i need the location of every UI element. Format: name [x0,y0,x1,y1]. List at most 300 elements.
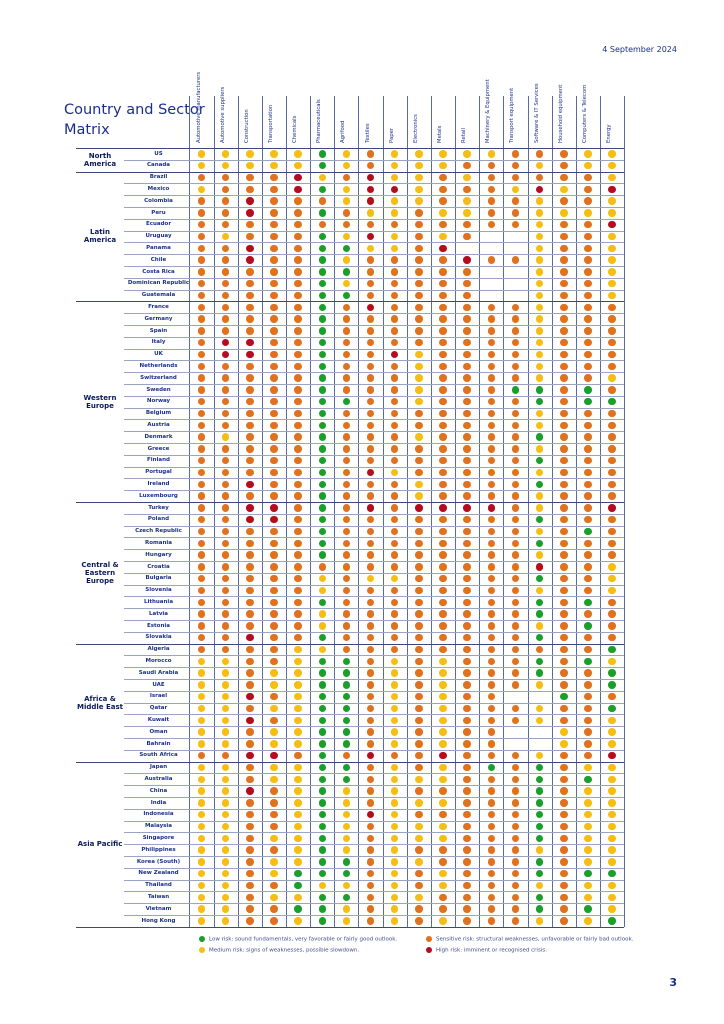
risk-dot-belgium-transportation [270,410,278,418]
risk-dot-bulgaria-automotive-suppliers [222,575,230,583]
risk-dot-indonesia-agrifood [343,811,351,819]
risk-dot-hungary-software-it-services [536,551,544,559]
risk-dot-dominican-republic-textiles [367,280,375,288]
risk-dot-chile-transport-equipment [512,256,520,264]
risk-dot-lithuania-electronics [415,599,423,607]
risk-dot-malaysia-automotive-manufacturers [198,823,206,831]
risk-dot-brazil-computers-telecom [584,174,592,182]
risk-dot-mexico-textiles [367,186,375,194]
risk-dot-finland-agrifood [343,457,351,465]
risk-dot-china-agrifood [343,787,351,795]
risk-dot-malaysia-automotive-suppliers [222,823,230,831]
risk-dot-vietnam-household-equipment [560,905,568,913]
risk-dot-switzerland-electronics [415,374,423,382]
risk-dot-colombia-machinery-equipment [488,197,496,205]
risk-dot-lithuania-construction [246,599,254,607]
country-label-austria: Austria [147,421,170,428]
risk-dot-saudi-arabia-machinery-equipment [488,669,496,677]
sector-header-label: Automotive suppliers [219,86,226,143]
country-label-singapore: Singapore [142,834,175,841]
risk-dot-chile-textiles [367,256,375,264]
risk-dot-kuwait-computers-telecom [584,717,592,725]
risk-dot-poland-energy [608,516,616,524]
risk-dot-slovenia-metals [439,587,447,595]
risk-dot-romania-transport-equipment [512,540,520,548]
risk-dot-australia-household-equipment [560,776,568,784]
risk-dot-colombia-automotive-manufacturers [198,197,206,205]
risk-dot-indonesia-machinery-equipment [488,811,496,819]
risk-dot-us-construction [246,150,254,158]
risk-dot-uae-automotive-suppliers [222,681,230,689]
risk-dot-bulgaria-electronics [415,575,423,583]
country-label-colombia: Colombia [144,197,173,204]
risk-dot-saudi-arabia-automotive-suppliers [222,669,230,677]
risk-dot-bulgaria-household-equipment [560,575,568,583]
risk-dot-morocco-metals [439,658,447,666]
risk-dot-indonesia-paper [391,811,399,819]
row-divider [124,325,624,326]
risk-dot-germany-construction [246,315,254,323]
risk-dot-slovakia-energy [608,634,616,642]
risk-dot-philippines-electronics [415,846,423,854]
risk-dot-greece-electronics [415,445,423,453]
risk-dot-japan-chemicals [294,764,302,772]
risk-dot-algeria-household-equipment [560,646,568,654]
country-label-japan: Japan [149,764,168,771]
risk-dot-finland-automotive-manufacturers [198,457,206,465]
risk-dot-turkey-automotive-suppliers [222,504,230,512]
risk-dot-portugal-paper [391,469,399,477]
risk-dot-korea-south-paper [391,858,399,866]
risk-dot-south-africa-electronics [415,752,423,760]
risk-dot-singapore-automotive-manufacturers [198,835,206,843]
risk-dot-uk-energy [608,351,616,359]
risk-dot-czech-republic-paper [391,528,399,536]
risk-dot-costa-rica-pharmaceuticals [319,268,327,276]
risk-dot-taiwan-retail [463,894,471,902]
risk-dot-saudi-arabia-paper [391,669,399,677]
risk-dot-denmark-electronics [415,433,423,441]
risk-dot-uruguay-chemicals [294,233,302,241]
risk-dot-slovakia-construction [246,634,254,642]
risk-dot-panama-textiles [367,245,375,253]
risk-dot-belgium-transport-equipment [512,410,520,418]
row-divider [124,667,624,668]
risk-dot-canada-computers-telecom [584,162,592,170]
risk-dot-kuwait-retail [463,717,471,725]
risk-dot-slovenia-pharmaceuticals [319,587,327,595]
risk-dot-chile-automotive-suppliers [222,256,230,264]
risk-dot-belgium-agrifood [343,410,351,418]
risk-dot-germany-transport-equipment [512,315,520,323]
risk-dot-poland-automotive-suppliers [222,516,230,524]
risk-dot-hong-kong-household-equipment [560,917,568,925]
risk-dot-slovakia-metals [439,634,447,642]
risk-dot-uae-agrifood [343,681,351,689]
risk-dot-china-metals [439,787,447,795]
risk-dot-netherlands-metals [439,363,447,371]
risk-dot-finland-paper [391,457,399,465]
risk-dot-slovakia-transport-equipment [512,634,520,642]
risk-dot-czech-republic-metals [439,528,447,536]
risk-dot-colombia-chemicals [294,197,302,205]
risk-dot-netherlands-software-it-services [536,363,544,371]
risk-dot-vietnam-computers-telecom [584,905,592,913]
risk-dot-romania-chemicals [294,540,302,548]
risk-dot-colombia-software-it-services [536,197,544,205]
risk-dot-croatia-pharmaceuticals [319,563,327,571]
risk-dot-denmark-metals [439,433,447,441]
risk-dot-korea-south-automotive-suppliers [222,858,230,866]
risk-dot-malaysia-pharmaceuticals [319,823,327,831]
risk-dot-slovenia-computers-telecom [584,587,592,595]
risk-dot-portugal-automotive-manufacturers [198,469,206,477]
risk-dot-latvia-machinery-equipment [488,610,496,618]
risk-dot-algeria-chemicals [294,646,302,654]
risk-dot-chile-transportation [270,256,278,264]
risk-dot-italy-chemicals [294,339,302,347]
risk-dot-uk-chemicals [294,351,302,359]
risk-dot-morocco-computers-telecom [584,658,592,666]
risk-dot-japan-energy [608,764,616,772]
risk-dot-japan-pharmaceuticals [319,764,327,772]
risk-dot-peru-textiles [367,209,375,217]
risk-dot-indonesia-computers-telecom [584,811,592,819]
risk-dot-kuwait-machinery-equipment [488,717,496,725]
legend-dot [426,936,432,942]
risk-dot-ireland-chemicals [294,481,302,489]
risk-dot-austria-automotive-manufacturers [198,422,206,430]
risk-dot-switzerland-chemicals [294,374,302,382]
risk-dot-austria-pharmaceuticals [319,422,327,430]
risk-dot-south-africa-machinery-equipment [488,752,496,760]
risk-dot-spain-chemicals [294,327,302,335]
risk-dot-qatar-agrifood [343,705,351,713]
risk-dot-chile-energy [608,256,616,264]
risk-dot-lithuania-household-equipment [560,599,568,607]
sector-header-label: Textiles [364,123,371,143]
risk-dot-estonia-construction [246,622,254,630]
risk-dot-south-africa-energy [608,752,616,760]
risk-dot-turkey-retail [463,504,471,512]
column-divider [334,96,335,927]
risk-dot-estonia-household-equipment [560,622,568,630]
risk-dot-dominican-republic-pharmaceuticals [319,280,327,288]
risk-dot-luxembourg-metals [439,492,447,500]
risk-dot-us-automotive-suppliers [222,150,230,158]
risk-dot-france-transport-equipment [512,304,520,312]
risk-dot-israel-machinery-equipment [488,693,496,701]
risk-dot-vietnam-metals [439,905,447,913]
country-label-peru: Peru [151,209,166,216]
risk-dot-ecuador-pharmaceuticals [319,221,327,229]
risk-dot-vietnam-energy [608,905,616,913]
risk-dot-korea-south-software-it-services [536,858,544,866]
risk-dot-kuwait-automotive-manufacturers [198,717,206,725]
sector-header-label: Automotive manufacturers [195,71,202,143]
sector-header-transportation [263,96,285,146]
risk-dot-kuwait-household-equipment [560,717,568,725]
column-divider [358,96,359,927]
risk-dot-finland-transport-equipment [512,457,520,465]
risk-dot-japan-household-equipment [560,764,568,772]
risk-dot-thailand-computers-telecom [584,882,592,890]
risk-dot-australia-paper [391,776,399,784]
risk-dot-brazil-construction [246,174,254,182]
risk-dot-dominican-republic-electronics [415,280,423,288]
risk-dot-finland-household-equipment [560,457,568,465]
region-divider [76,502,624,503]
risk-dot-romania-metals [439,540,447,548]
risk-dot-luxembourg-construction [246,492,254,500]
risk-dot-colombia-transportation [270,197,278,205]
risk-dot-france-pharmaceuticals [319,304,327,312]
risk-dot-spain-retail [463,327,471,335]
risk-dot-greece-computers-telecom [584,445,592,453]
risk-dot-india-chemicals [294,799,302,807]
risk-dot-lithuania-pharmaceuticals [319,599,327,607]
risk-dot-uruguay-construction [246,233,254,241]
risk-dot-israel-metals [439,693,447,701]
risk-dot-taiwan-construction [246,894,254,902]
risk-dot-china-paper [391,787,399,795]
risk-dot-denmark-household-equipment [560,433,568,441]
risk-dot-slovakia-automotive-manufacturers [198,634,206,642]
risk-dot-morocco-automotive-suppliers [222,658,230,666]
risk-dot-bahrain-computers-telecom [584,740,592,748]
risk-dot-oman-paper [391,728,399,736]
risk-dot-singapore-metals [439,835,447,843]
risk-dot-kuwait-electronics [415,717,423,725]
risk-dot-malaysia-transportation [270,823,278,831]
risk-dot-uk-construction [246,351,254,359]
risk-dot-denmark-automotive-manufacturers [198,433,206,441]
risk-dot-philippines-retail [463,846,471,854]
risk-dot-sweden-pharmaceuticals [319,386,327,394]
risk-dot-panama-paper [391,245,399,253]
column-divider [600,96,601,927]
risk-dot-romania-software-it-services [536,540,544,548]
risk-dot-uruguay-household-equipment [560,233,568,241]
risk-dot-uae-retail [463,681,471,689]
risk-dot-india-retail [463,799,471,807]
risk-dot-portugal-pharmaceuticals [319,469,327,477]
risk-dot-panama-chemicals [294,245,302,253]
risk-dot-france-machinery-equipment [488,304,496,312]
risk-dot-guatemala-software-it-services [536,292,544,300]
risk-dot-croatia-computers-telecom [584,563,592,571]
row-divider [124,443,624,444]
risk-dot-luxembourg-automotive-manufacturers [198,492,206,500]
risk-dot-oman-agrifood [343,728,351,736]
risk-dot-poland-paper [391,516,399,524]
risk-dot-poland-textiles [367,516,375,524]
sector-header-textiles [360,96,382,146]
legend-item [199,936,397,943]
risk-dot-lithuania-automotive-manufacturers [198,599,206,607]
risk-dot-uruguay-software-it-services [536,233,544,241]
risk-dot-turkey-transportation [270,504,278,512]
risk-dot-slovenia-retail [463,587,471,595]
risk-dot-guatemala-chemicals [294,292,302,300]
risk-dot-italy-textiles [367,339,375,347]
risk-dot-netherlands-computers-telecom [584,363,592,371]
risk-dot-france-electronics [415,304,423,312]
legend-item [426,936,633,943]
country-label-us: US [154,150,163,157]
risk-dot-uae-household-equipment [560,681,568,689]
risk-dot-finland-energy [608,457,616,465]
row-divider [124,726,624,727]
risk-dot-uruguay-transportation [270,233,278,241]
risk-dot-qatar-automotive-suppliers [222,705,230,713]
risk-dot-italy-electronics [415,339,423,347]
risk-dot-italy-construction [246,339,254,347]
risk-dot-panama-electronics [415,245,423,253]
risk-dot-bulgaria-chemicals [294,575,302,583]
risk-dot-algeria-metals [439,646,447,654]
row-divider [124,537,624,538]
risk-dot-netherlands-retail [463,363,471,371]
risk-dot-dominican-republic-construction [246,280,254,288]
risk-dot-switzerland-agrifood [343,374,351,382]
risk-dot-morocco-textiles [367,658,375,666]
risk-dot-sweden-metals [439,386,447,394]
risk-dot-malaysia-software-it-services [536,823,544,831]
risk-dot-portugal-energy [608,469,616,477]
risk-dot-india-automotive-suppliers [222,799,230,807]
risk-dot-sweden-paper [391,386,399,394]
risk-dot-luxembourg-automotive-suppliers [222,492,230,500]
country-label-mexico: Mexico [147,185,170,192]
country-label-australia: Australia [144,775,173,782]
risk-dot-mexico-retail [463,186,471,194]
risk-dot-luxembourg-pharmaceuticals [319,492,327,500]
risk-dot-canada-machinery-equipment [488,162,496,170]
risk-dot-algeria-transportation [270,646,278,654]
risk-dot-uk-computers-telecom [584,351,592,359]
risk-dot-china-automotive-suppliers [222,787,230,795]
risk-dot-austria-machinery-equipment [488,422,496,430]
risk-dot-south-africa-chemicals [294,752,302,760]
legend-text: Low risk: sound fundamentals, very favorable or fairly good outlook. [209,936,398,943]
risk-dot-portugal-retail [463,469,471,477]
risk-dot-sweden-energy [608,386,616,394]
row-divider [124,561,624,562]
risk-dot-thailand-energy [608,882,616,890]
risk-dot-bahrain-metals [439,740,447,748]
risk-dot-hungary-automotive-manufacturers [198,551,206,559]
risk-dot-latvia-pharmaceuticals [319,610,327,618]
region-divider [76,172,624,173]
risk-dot-turkey-energy [608,504,616,512]
risk-dot-turkey-computers-telecom [584,504,592,512]
risk-dot-vietnam-automotive-manufacturers [198,905,206,913]
risk-dot-hungary-metals [439,551,447,559]
risk-dot-korea-south-household-equipment [560,858,568,866]
risk-dot-indonesia-metals [439,811,447,819]
risk-dot-ireland-transport-equipment [512,481,520,489]
risk-dot-slovenia-automotive-suppliers [222,587,230,595]
risk-dot-switzerland-automotive-manufacturers [198,374,206,382]
risk-dot-hungary-pharmaceuticals [319,551,327,559]
risk-dot-saudi-arabia-chemicals [294,669,302,677]
risk-dot-costa-rica-household-equipment [560,268,568,276]
risk-dot-uae-software-it-services [536,681,544,689]
risk-dot-hong-kong-transportation [270,917,278,925]
risk-dot-luxembourg-agrifood [343,492,351,500]
sector-header-energy [601,96,623,146]
risk-dot-hungary-machinery-equipment [488,551,496,559]
risk-dot-hungary-computers-telecom [584,551,592,559]
risk-dot-uruguay-agrifood [343,233,351,241]
risk-dot-czech-republic-agrifood [343,528,351,536]
risk-dot-brazil-metals [439,174,447,182]
risk-dot-korea-south-construction [246,858,254,866]
risk-dot-slovenia-textiles [367,587,375,595]
row-divider [124,585,624,586]
risk-dot-poland-household-equipment [560,516,568,524]
row-divider [124,384,624,385]
risk-dot-canada-electronics [415,162,423,170]
country-label-finland: Finland [146,457,170,464]
risk-dot-us-energy [608,150,616,158]
country-label-lithuania: Lithuania [143,598,174,605]
country-label-vietnam: Vietnam [145,905,172,912]
risk-dot-dominican-republic-transportation [270,280,278,288]
risk-dot-guatemala-automotive-suppliers [222,292,230,300]
risk-dot-switzerland-retail [463,374,471,382]
sector-header-label: Computers & Telecom [581,84,588,143]
risk-dot-dominican-republic-metals [439,280,447,288]
risk-dot-bahrain-energy [608,740,616,748]
risk-dot-poland-retail [463,516,471,524]
row-divider [124,372,624,373]
country-label-china: China [149,787,168,794]
row-divider [124,903,624,904]
risk-dot-taiwan-paper [391,894,399,902]
risk-dot-uk-automotive-suppliers [222,351,230,359]
risk-dot-portugal-transportation [270,469,278,477]
risk-dot-denmark-energy [608,433,616,441]
risk-dot-slovakia-machinery-equipment [488,634,496,642]
risk-dot-ireland-metals [439,481,447,489]
country-label-oman: Oman [149,728,168,735]
row-divider [124,785,624,786]
column-divider [624,96,625,927]
risk-dot-sweden-electronics [415,386,423,394]
risk-dot-hungary-electronics [415,551,423,559]
risk-dot-us-paper [391,150,399,158]
table-bottom-border [76,927,624,928]
row-divider [124,703,624,704]
risk-dot-belgium-household-equipment [560,410,568,418]
risk-dot-brazil-energy [608,174,616,182]
risk-dot-qatar-electronics [415,705,423,713]
country-label-costa-rica: Costa Rica [142,268,175,275]
row-divider [124,856,624,857]
risk-dot-switzerland-software-it-services [536,374,544,382]
country-label-romania: Romania [145,539,172,546]
column-divider [286,96,287,927]
risk-dot-croatia-metals [439,563,447,571]
risk-dot-guatemala-transportation [270,292,278,300]
sector-header-automotive-suppliers [215,86,237,146]
risk-dot-dominican-republic-automotive-manufacturers [198,280,206,288]
risk-dot-latvia-automotive-suppliers [222,610,230,618]
risk-dot-panama-software-it-services [536,245,544,253]
legend-dot [199,936,205,942]
